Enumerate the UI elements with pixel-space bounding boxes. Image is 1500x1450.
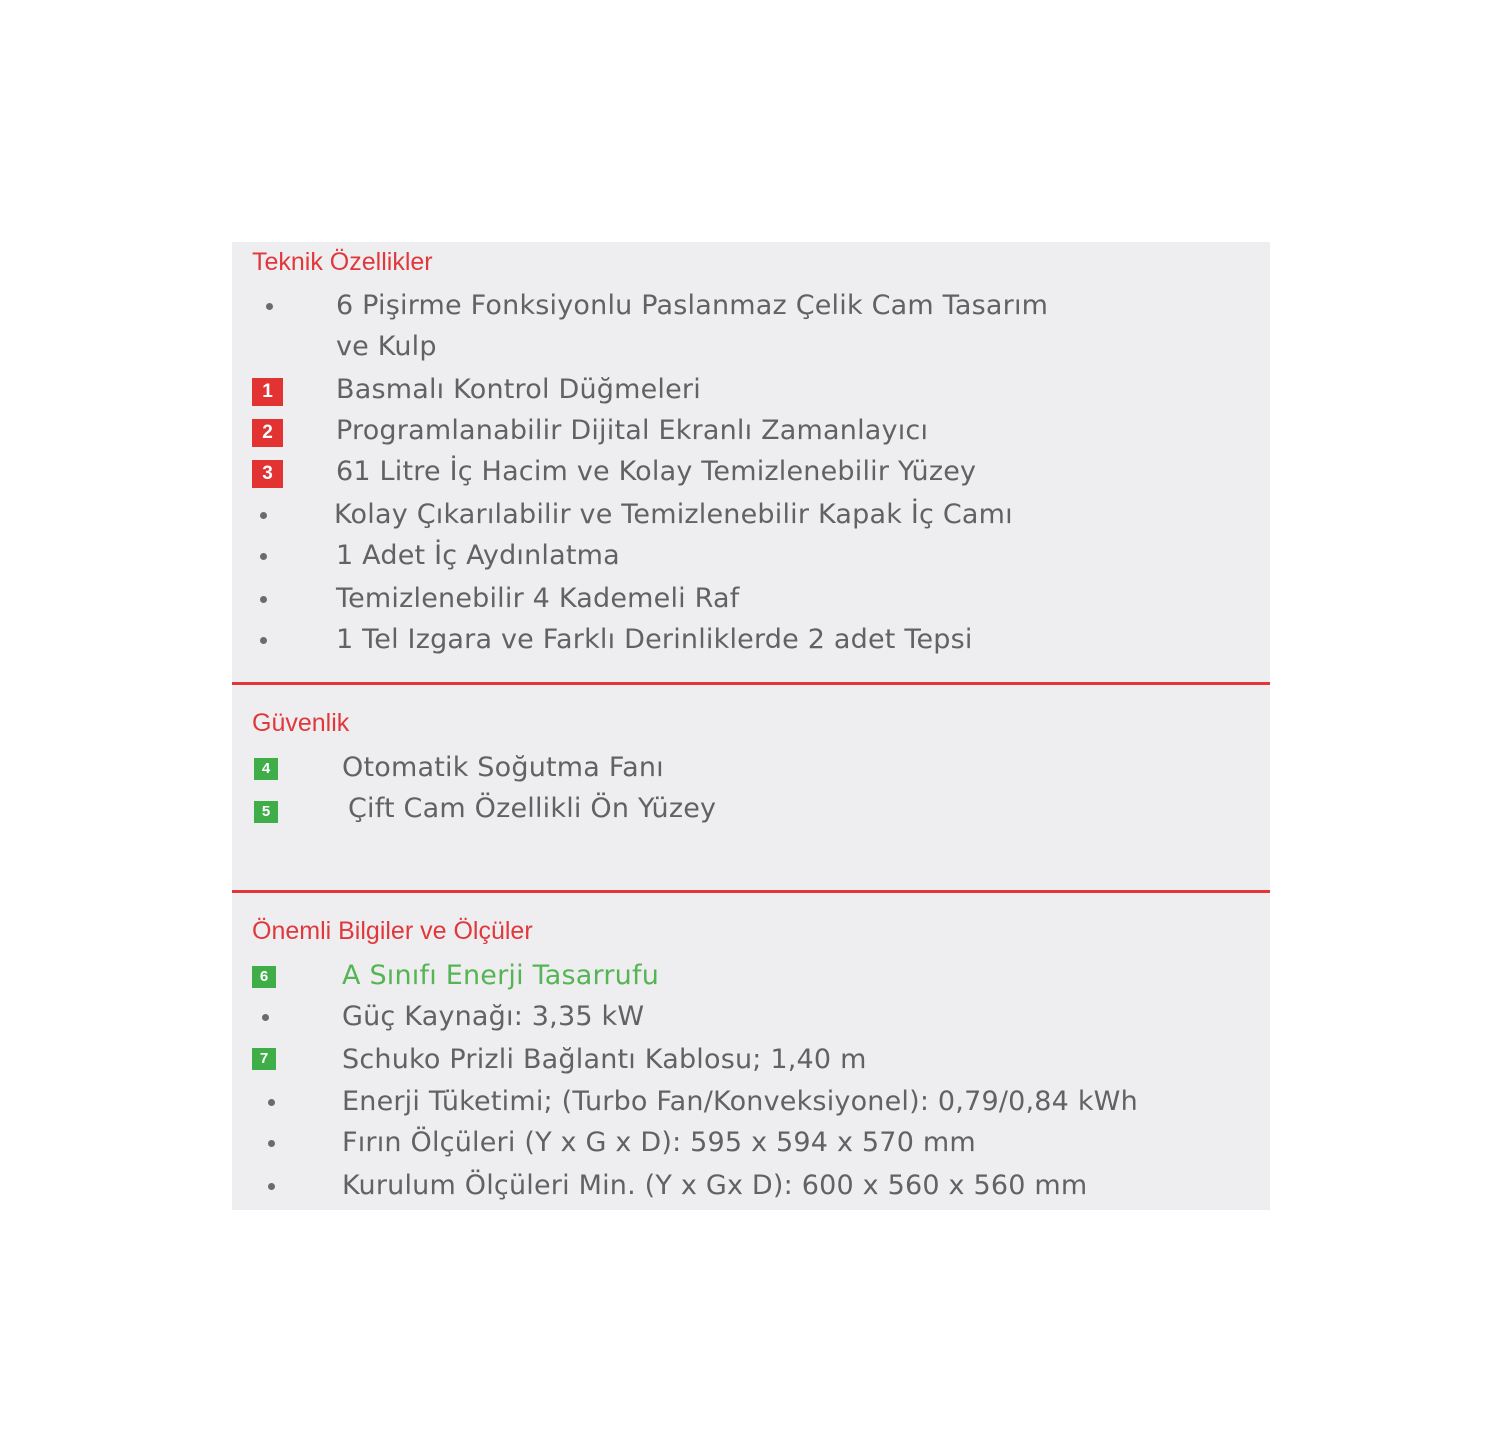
bullet-icon <box>268 1140 275 1147</box>
bullet-icon <box>260 637 267 644</box>
number-badge: 3 <box>252 460 283 488</box>
item-text: 1 Tel Izgara ve Farklı Derinliklerde 2 adet Tepsi <box>336 624 973 655</box>
number-badge: 5 <box>254 801 278 823</box>
section-technical-features <box>232 242 1270 682</box>
bullet-icon <box>262 1014 269 1021</box>
list-item <box>232 789 1270 829</box>
item-text: Kurulum Ölçüleri Min. (Y x Gx D): 600 x 560 x 560 mm <box>342 1170 1088 1201</box>
item-text: Kolay Çıkarılabilir ve Temizlenebilir Kapak İç Camı <box>334 499 1013 530</box>
list-item-continuation <box>232 327 1270 367</box>
item-text: Schuko Prizli Bağlantı Kablosu; 1,40 m <box>342 1044 867 1075</box>
number-badge: 4 <box>254 758 278 780</box>
number-badge: 7 <box>252 1048 276 1070</box>
item-text: 6 Pişirme Fonksiyonlu Paslanmaz Çelik Cam Tasarım <box>336 290 1049 321</box>
spec-panel <box>232 242 1270 1210</box>
item-text: Temizlenebilir 4 Kademeli Raf <box>336 583 740 614</box>
list-item <box>232 579 1270 619</box>
section-safety <box>232 685 1270 890</box>
item-text: Otomatik Soğutma Fanı <box>342 752 664 783</box>
list-item <box>232 536 1270 576</box>
list-item <box>232 748 1270 788</box>
list-item <box>232 1082 1270 1122</box>
number-badge: 2 <box>252 419 283 447</box>
bullet-icon <box>268 1183 275 1190</box>
item-text: ve Kulp <box>336 331 437 362</box>
section-important-info <box>232 893 1270 1210</box>
list-item <box>232 620 1270 660</box>
list-item <box>232 1040 1270 1080</box>
section-title: Teknik Özellikler <box>252 248 433 276</box>
section-title: Güvenlik <box>252 709 350 737</box>
item-text: Çift Cam Özellikli Ön Yüzey <box>348 793 717 824</box>
bullet-icon <box>266 303 273 310</box>
list-item <box>232 997 1270 1037</box>
bullet-icon <box>268 1099 275 1106</box>
item-text: Fırın Ölçüleri (Y x G x D): 595 x 594 x 570 mm <box>342 1127 976 1158</box>
list-item <box>232 370 1270 410</box>
list-item <box>232 452 1270 492</box>
number-badge: 1 <box>252 378 283 406</box>
item-text: A Sınıfı Enerji Tasarrufu <box>342 960 660 991</box>
list-item <box>232 495 1270 535</box>
list-item <box>232 1166 1270 1206</box>
list-item <box>232 956 1270 996</box>
item-text: Basmalı Kontrol Düğmeleri <box>336 374 701 405</box>
bullet-icon <box>260 553 267 560</box>
item-text: 1 Adet İç Aydınlatma <box>336 540 620 571</box>
list-item <box>232 411 1270 451</box>
section-title: Önemli Bilgiler ve Ölçüler <box>252 917 533 945</box>
number-badge: 6 <box>252 966 276 988</box>
list-item <box>232 286 1270 326</box>
list-item <box>232 1123 1270 1163</box>
bullet-icon <box>260 596 267 603</box>
item-text: 61 Litre İç Hacim ve Kolay Temizlenebilir Yüzey <box>336 456 977 487</box>
item-text: Güç Kaynağı: 3,35 kW <box>342 1001 645 1032</box>
bullet-icon <box>260 512 267 519</box>
item-text: Enerji Tüketimi; (Turbo Fan/Konveksiyonel): 0,79/0,84 kWh <box>342 1086 1138 1117</box>
item-text: Programlanabilir Dijital Ekranlı Zamanlayıcı <box>336 415 929 446</box>
